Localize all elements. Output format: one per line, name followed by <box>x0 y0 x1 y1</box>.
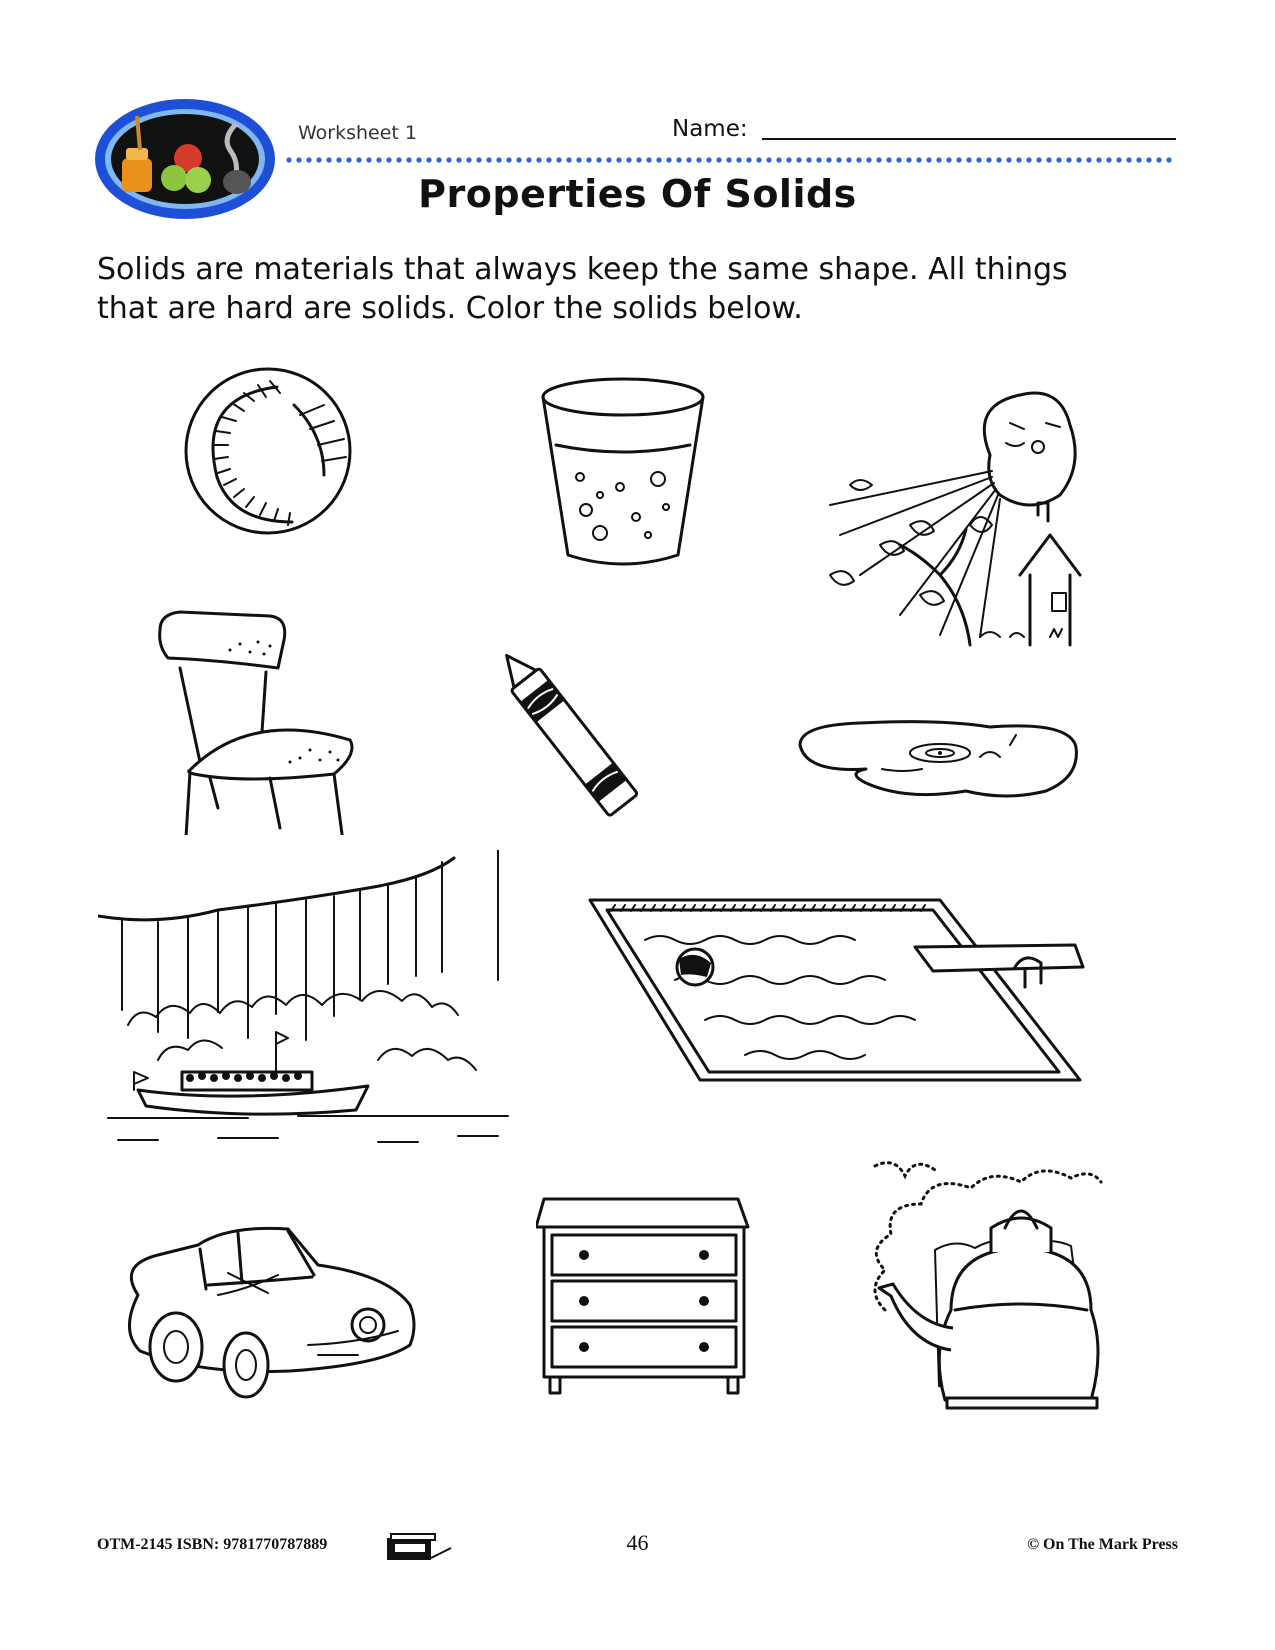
footer-copyright: © On The Mark Press <box>1027 1536 1178 1553</box>
swimming-pool-icon[interactable] <box>585 895 1090 1095</box>
intro-line-1: Solids are materials that always keep the same shape. All things <box>97 252 1068 287</box>
name-label: Name: <box>672 116 748 142</box>
page-title: Properties Of Solids <box>418 172 857 216</box>
waterfall-boat-icon[interactable] <box>98 850 530 1150</box>
intro-line-2: that are hard are solids. Color the solids below. <box>97 291 803 326</box>
dotted-divider <box>286 156 1176 164</box>
chair-icon[interactable] <box>150 610 365 835</box>
crayon-icon[interactable] <box>485 625 675 825</box>
intro-text <box>97 250 1177 328</box>
name-input-line[interactable] <box>762 138 1176 140</box>
glass-of-water-icon[interactable] <box>538 375 708 575</box>
footer-product-code: OTM-2145 ISBN: 9781770787889 <box>97 1536 328 1553</box>
puddle-icon[interactable] <box>790 705 1080 805</box>
dresser-icon[interactable] <box>536 1195 751 1405</box>
car-icon[interactable] <box>118 1225 418 1405</box>
worksheet-label: Worksheet 1 <box>298 122 418 144</box>
page-number: 46 <box>626 1530 649 1555</box>
steaming-kettle-icon[interactable] <box>865 1160 1125 1415</box>
blowing-wind-icon[interactable] <box>820 375 1095 653</box>
baseball-icon[interactable] <box>182 365 354 537</box>
